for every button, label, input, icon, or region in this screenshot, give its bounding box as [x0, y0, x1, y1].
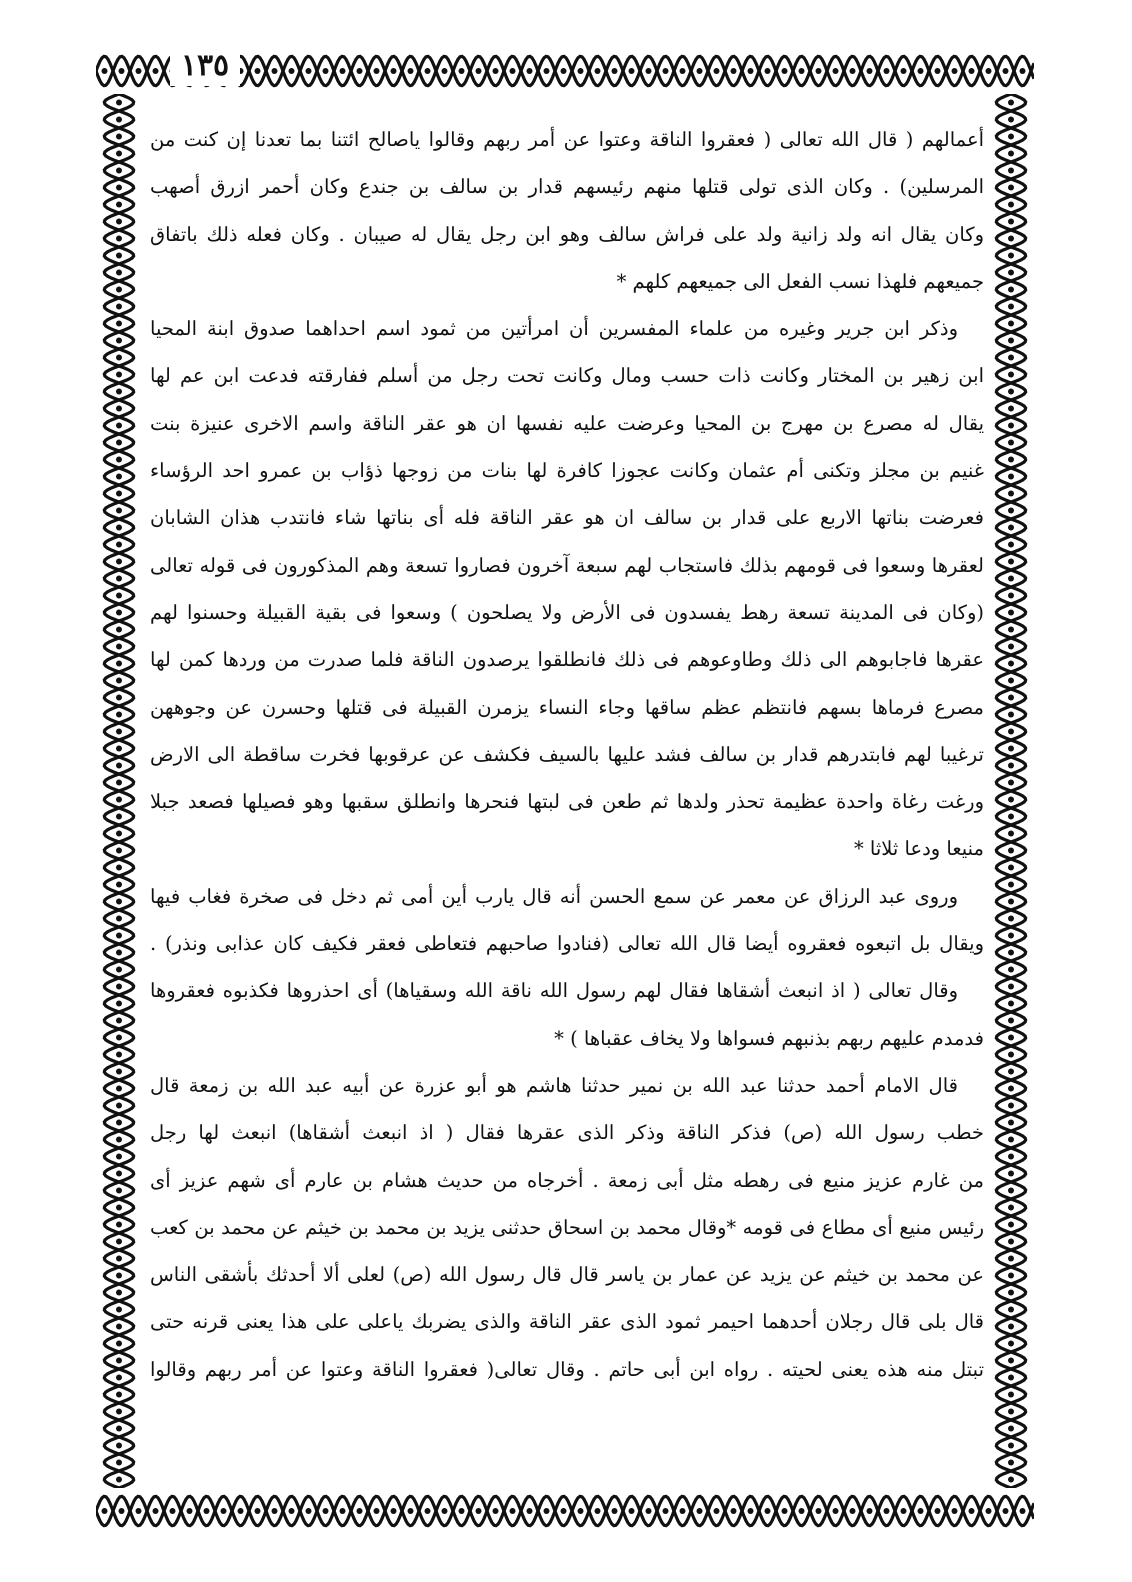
text-line: من غارم عزيز منيع فى رهطه مثل أبى زمعة . أخرجاه من حديث هشام بن عارم أى شهم عزيز أى: [150, 1168, 984, 1192]
text-line: خطب رسول الله (ص) فذكر الناقة وذكر الذى عقرها فقال ( اذ انبعث أشقاها) انبعث لها رجل: [150, 1121, 984, 1145]
text-line: جميعهم فلهذا نسب الفعل الى جميعهم كلهم *: [616, 269, 984, 293]
text-line: (وكان فى المدينة تسعة رهط يفسدون فى الأرض ولا يصلحون ) وسعوا فى بقية القبيلة وحسنوا لهم: [150, 600, 984, 624]
text-line: فعرضت بناتها الاربع على قدار بن سالف ان هو عقر الناقة فله أى بناتها شاء فانتدب هذان الشابان: [150, 506, 984, 530]
text-line: يقال له مصرع بن مهرج بن المحيا وعرضت عليه نفسها ان هو عقر الناقة واسم الاخرى عنيزة بنت: [150, 411, 984, 435]
text-line: المرسلين) . وكان الذى تولى قتلها منهم رئيسهم قدار بن سالف بن جندع وكان أحمر ازرق أصهب: [150, 175, 984, 199]
text-line: لعقرها وسعوا فى قومهم بذلك فاستجاب لهم سبعة آخرون فصاروا تسعة وهم المذكورون فى قوله تعالى: [150, 553, 984, 577]
text-line: تبتل منه هذه يعنى لحيته . رواه ابن أبى حاتم . وقال تعالى( فعقروا الناقة وعتوا عن أمر ربهم وقالوا: [150, 1357, 984, 1381]
ornamental-border-bottom: [96, 1488, 1034, 1534]
text-line: عن محمد بن خيثم عن يزيد عن عمار بن ياسر قال قال رسول الله (ص) لعلى ألا أحدثك بأشقى الناس: [150, 1263, 984, 1287]
text-line: رئيس منيع أى مطاع فى قومه *وقال محمد بن اسحاق حدثنى يزيد بن محمد بن خيثم عن محمد بن كعب: [150, 1215, 984, 1239]
text-line: ابن زهير بن المختار وكانت ذات حسب ومال وكانت تحت رجل من أسلم ففارقته فدعت ابن عم لها: [150, 364, 984, 388]
text-line: ورغت رغاة واحدة عظيمة تحذر ولدها ثم طعن فى لبتها فنحرها وانطلق سقبها وهو فصيلها فصعد جبلا: [150, 790, 984, 814]
text-line: عقرها فاجابوهم الى ذلك وطاوعوهم فى ذلك فانطلقوا يرصدون الناقة فلما صدرت من وردها كمن لها: [150, 648, 984, 672]
text-line: ويقال بل اتبعوه فعقروه أيضا قال الله تعالى (فنادوا صاحبهم فتعاطى فعقر فكيف كان عذابى ونذر) .: [150, 932, 984, 956]
page-body-text: [150, 116, 984, 1476]
page-number: ١٣٥: [170, 46, 240, 86]
text-line: فدمدم عليهم ربهم بذنبهم فسواها ولا يخاف عقباها ) *: [554, 1026, 984, 1050]
ornamental-border-left: [96, 94, 142, 1488]
text-line: أعمالهم ( قال الله تعالى ( فعقروا الناقة وعتوا عن أمر ربهم وقالوا ياصالح ائتنا بما تعدنا إن كنت من: [150, 128, 984, 151]
text-line: وكان يقال انه ولد زانية ولد على فراش سالف وهو ابن رجل يقال له صيبان . وكان فعله ذلك باتفاق: [150, 222, 984, 246]
ornamental-border-right: [988, 94, 1034, 1488]
text-line: وروى عبد الرزاق عن معمر عن سمع الحسن أنه قال يارب أين أمى ثم دخل فى صخرة فغاب فيها: [150, 884, 958, 908]
text-line: غنيم بن مجلز وتكنى أم عثمان وكانت عجوزا كافرة لها بنات من زوجها ذؤاب بن عمرو احد الرؤساء: [150, 459, 984, 483]
text-line: وقال تعالى ( اذ انبعث أشقاها فقال لهم رسول الله ناقة الله وسقياها) أى احذروها فكذبوه فعقروها: [150, 979, 958, 1003]
text-line: مصرع فرماها بسهم فانتظم عظم ساقها وجاء النساء يزمرن القبيلة فى قتلها وحسرن عن وجوههن: [150, 695, 984, 719]
text-line: ترغيبا لهم فابتدرهم قدار بن سالف فشد عليها بالسيف فكشف عن عرقوبها فخرت ساقطة الى الارض: [150, 742, 984, 766]
text-line: منيعا ودعا ثلاثا *: [853, 837, 984, 861]
text-line: وذكر ابن جرير وغيره من علماء المفسرين أن امرأتين من ثمود اسم احداهما صدوق ابنة المحيا: [150, 317, 958, 341]
text-line: قال بلى قال رجلان أحدهما احيمر ثمود الذى عقر الناقة والذى يضربك ياعلى على هذا يعنى قرنه حتى: [150, 1310, 984, 1334]
text-line: قال الامام أحمد حدثنا عبد الله بن نمير حدثنا هاشم هو أبو عزرة عن أبيه عبد الله بن زمعة قال: [150, 1073, 958, 1097]
